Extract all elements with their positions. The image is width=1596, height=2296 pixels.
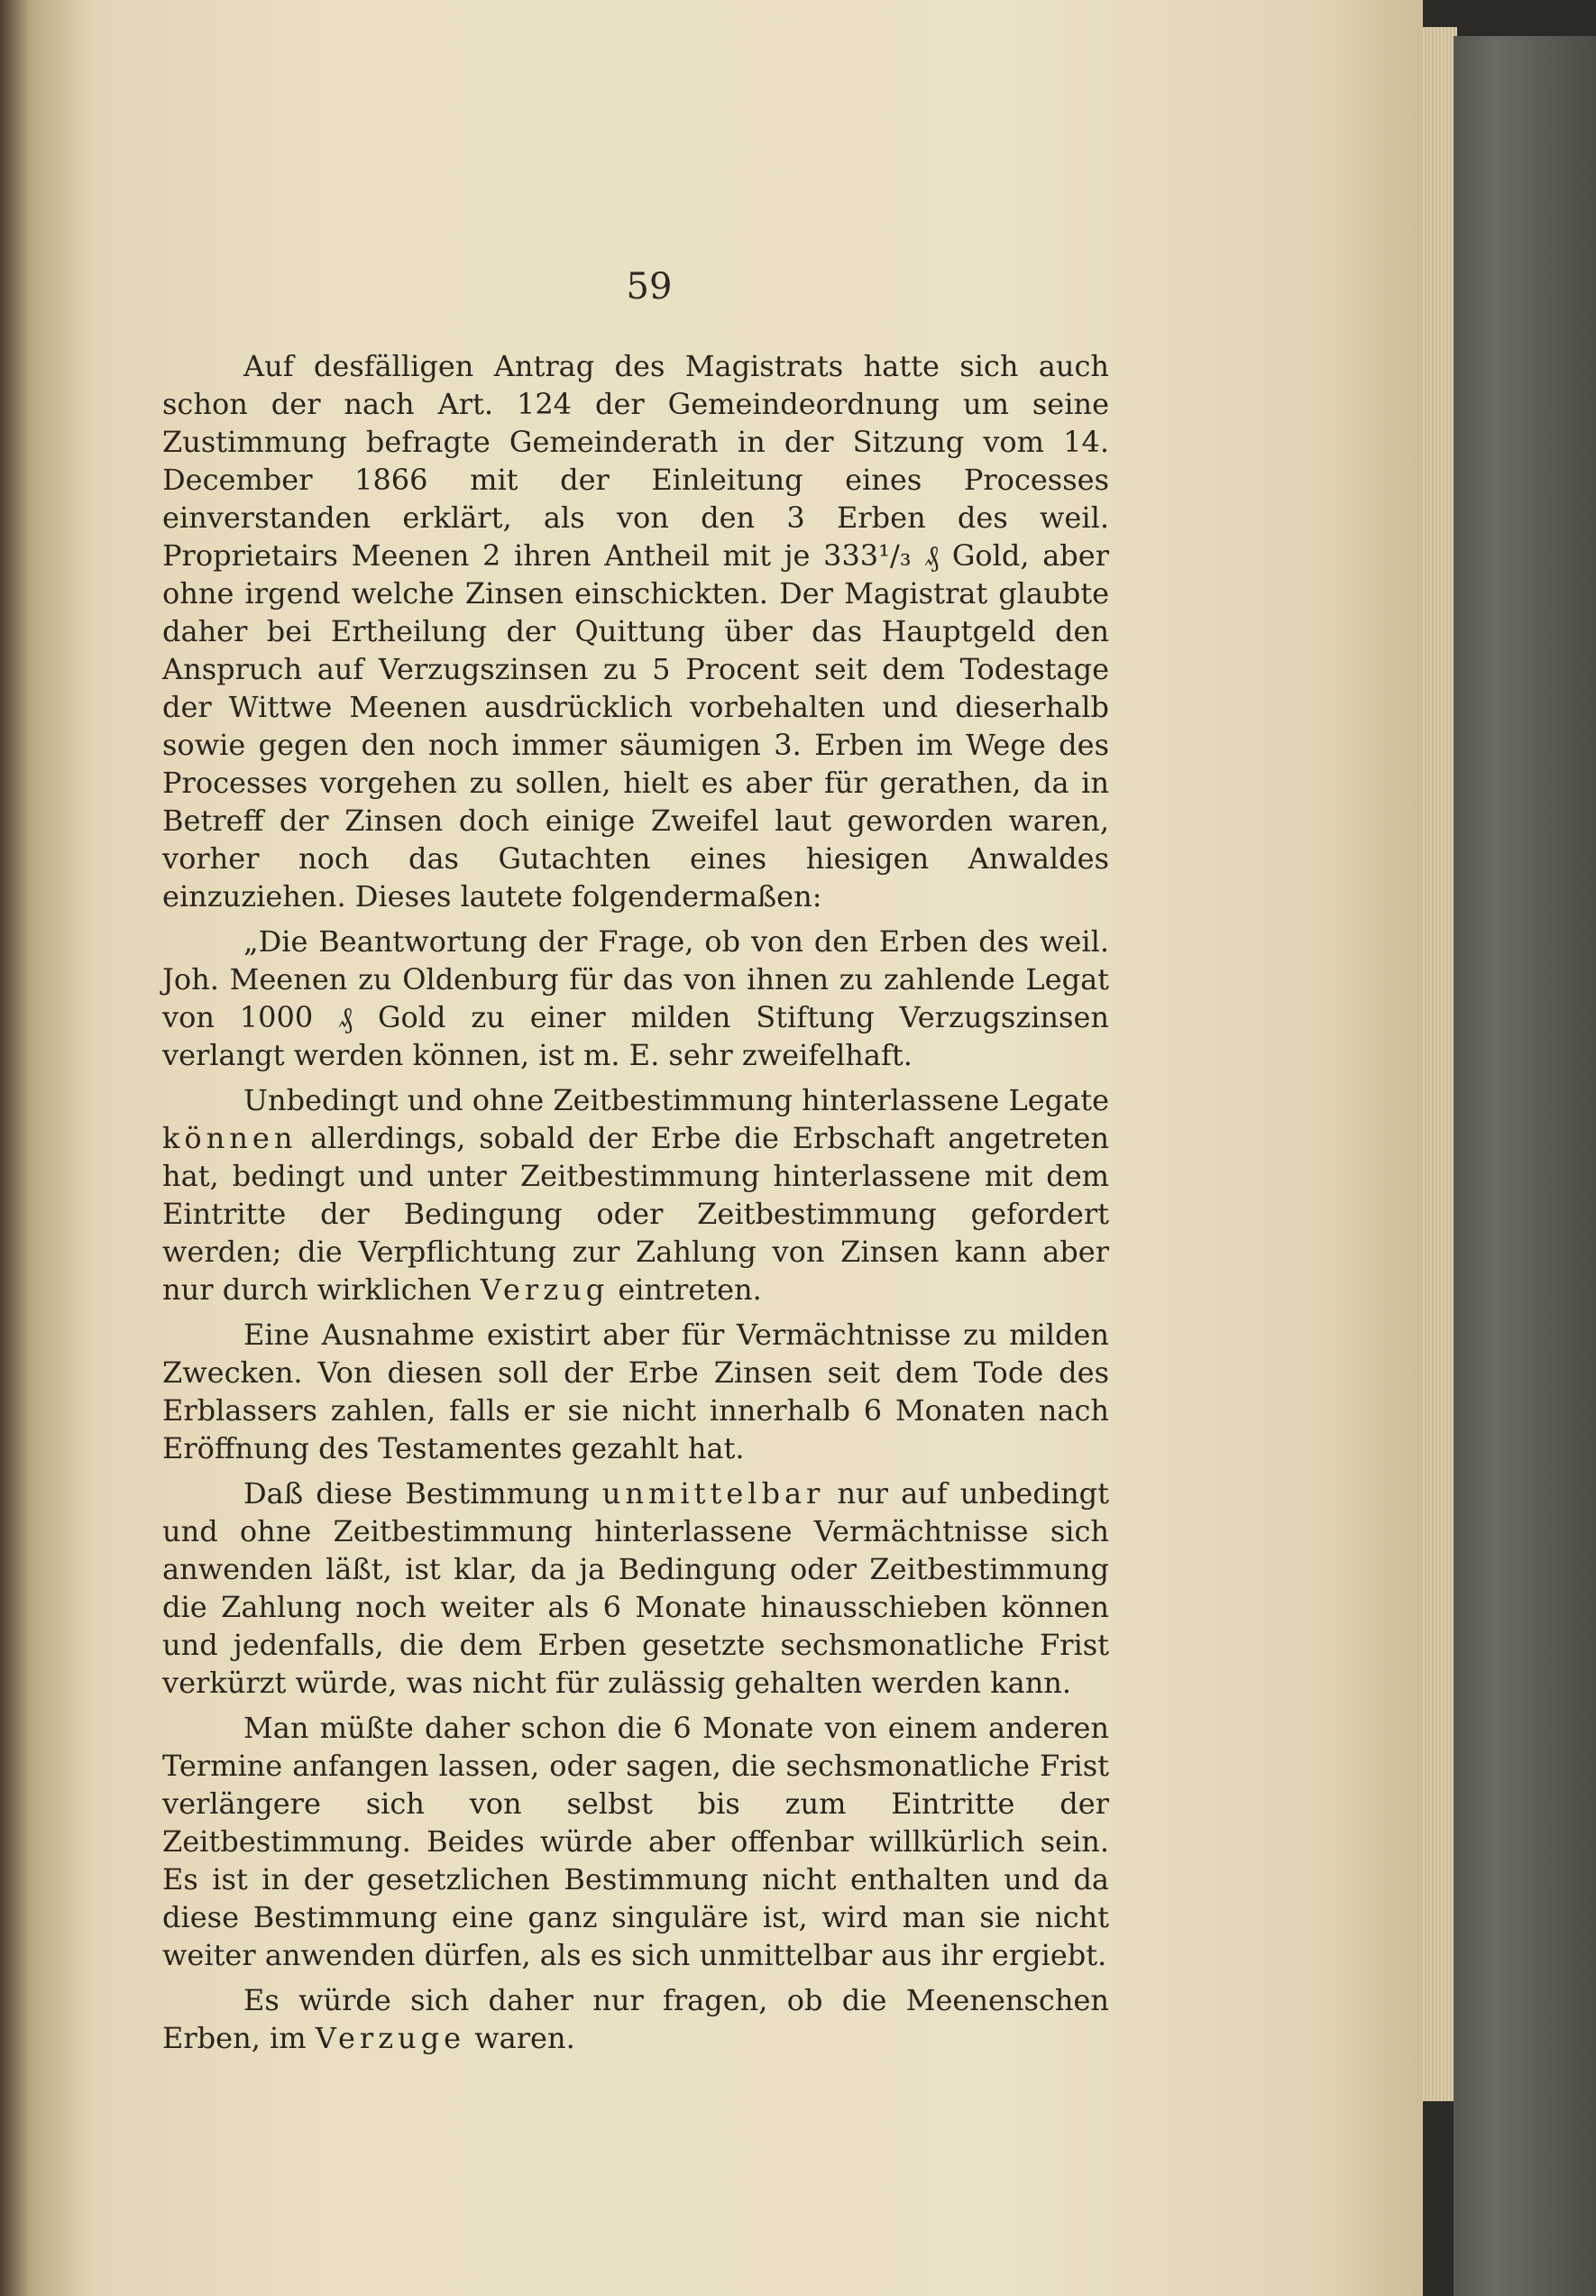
paragraph-3 (162, 1081, 1109, 1309)
paragraph-7-text-a: Es würde sich daher nur fragen, ob die Meenenschen Erben, im (162, 1983, 1109, 2055)
paragraph-7-emphasis-verzuge: Verzuge (315, 2021, 466, 2055)
paragraph-3-text-a: Unbedingt und ohne Zeitbestimmung hinterlassene Legate (243, 1083, 1109, 1117)
paragraph-5 (162, 1474, 1109, 1702)
paragraph-1: Auf desfälligen Antrag des Magistrats hatte sich auch schon der nach Art. 124 der Gemeindeordnung um seine Zustimmung befragte Gemeinderath in der Sitzung vom 14. December 1866 mit der Einleitung eines Processes einverstanden erklärt, als von den 3 Erben des weil. Proprietairs Meenen 2 ihren Antheil mit je 333¹/₃ ₰ Gold, aber ohne irgend welche Zinsen einschickten. Der Magistrat glaubte daher bei Ertheilung der Quittung über das Hauptgeld den Anspruch auf Verzugszinsen zu 5 Procent seit dem Todestage der Wittwe Meenen ausdrücklich vorbehalten und dieserhalb sowie gegen den noch immer säumigen 3. Erben im Wege des Processes vorgehen zu sollen, hielt es aber für gerathen, da in Betreff der Zinsen doch einige Zweifel laut geworden waren, vorher noch das Gutachten eines hiesigen Anwaldes einzuziehen. Dieses lautete folgendermaßen: (162, 349, 1109, 914)
facing-page-edge (0, 0, 54, 2296)
body-text (162, 347, 1109, 2057)
paragraph-3-text-b: allerdings, sobald der Erbe die Erbschaft angetreten hat, bedingt und unter Zeitbestimmung hinterlassene mit dem Eintritte der Bedingung oder Zeitbestimmung gefordert werden; die Verpflichtung zur Zahlung von Zinsen kann aber nur durch wirklichen (162, 1121, 1110, 1307)
paragraph-3-text-c: eintreten. (618, 1272, 762, 1307)
page-number: 59 (626, 266, 673, 308)
paragraph-5-emphasis-unmittelbar: unmittelbar (601, 1476, 825, 1511)
page-stack-edge (1423, 27, 1457, 2101)
paragraph-6: Man müßte daher schon die 6 Monate von einem anderen Termine anfangen lassen, oder sagen, die sechsmonatliche Frist verlängere sich von selbst bis zum Eintritte der Zeitbestimmung. Beides würde aber offenbar willkürlich sein. Es ist in der gesetzlichen Bestimmung nicht enthalten und da diese Bestimmung eine ganz singuläre ist, wird man sie nicht weiter anwenden dürfen, als es sich unmittelbar aus ihr ergiebt. (162, 1711, 1109, 1972)
book-cover (1454, 36, 1596, 2296)
paragraph-5-text-a: Daß diese Bestimmung (243, 1476, 590, 1511)
paragraph-3-emphasis-koennen: können (162, 1121, 298, 1155)
paragraph-7 (162, 1981, 1109, 2057)
paragraph-5-text-b: nur auf unbedingt und ohne Zeitbestimmung hinterlassene Vermächtnisse sich anwenden läßt, ist klar, da ja Bedingung oder Zeitbestimmung die Zahlung noch weiter als 6 Monate hinausschieben können und jedenfalls, die dem Erben gesetzte sechsmonatliche Frist verkürzt würde, was nicht für zulässig gehalten werden kann. (162, 1476, 1110, 1700)
paragraph-7-text-b: waren. (474, 2021, 575, 2055)
paragraph-4: Eine Ausnahme existirt aber für Vermächtnisse zu milden Zwecken. Von diesen soll der Erbe Zinsen seit dem Tode des Erblassers zahlen, falls er sie nicht innerhalb 6 Monaten nach Eröffnung des Testamentes gezahlt hat. (162, 1318, 1109, 1465)
paragraph-3-emphasis-verzug: Verzug (480, 1272, 610, 1307)
paragraph-2: „Die Beantwortung der Frage, ob von den Erben des weil. Joh. Meenen zu Oldenburg für das von ihnen zu zahlende Legat von 1000 ₰ Gold zu einer milden Stiftung Verzugszinsen verlangt werden können, ist m. E. sehr zweifelhaft. (162, 924, 1109, 1072)
